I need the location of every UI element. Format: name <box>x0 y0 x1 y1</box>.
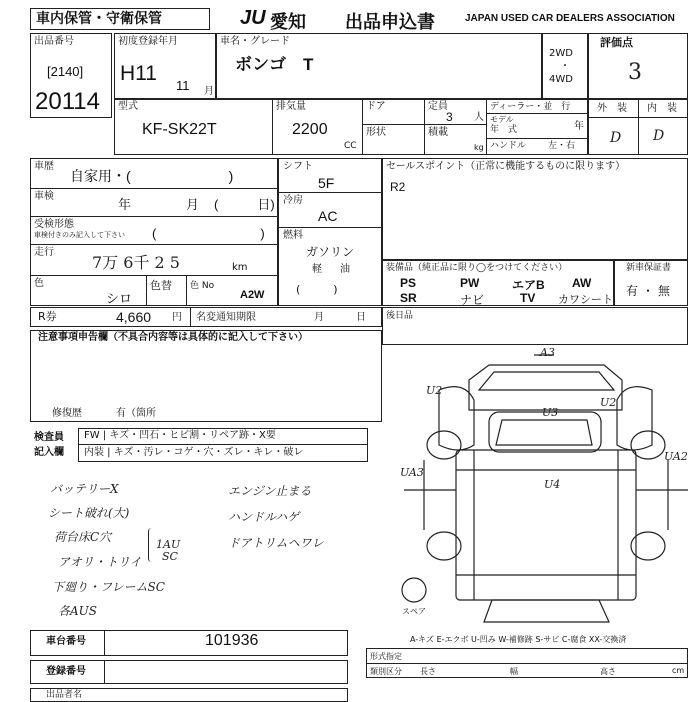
score-label: 評価点 <box>600 36 633 49</box>
fuel-label: 燃料 <box>283 230 303 241</box>
aftermarket-label: 後日品 <box>386 311 414 321</box>
type-value: KF-SK22T <box>142 121 217 138</box>
ju-logo: JU <box>240 7 266 29</box>
inspector-label: 検査員 <box>34 432 64 443</box>
note-battery: バッテリーX <box>50 482 119 496</box>
mark-ua2: UA2 <box>664 450 688 463</box>
lot-number: 20114 <box>35 88 100 115</box>
dims-shape-label: 形式指定 <box>370 652 402 661</box>
note-seat: シート破れ(大) <box>48 506 130 520</box>
drive-2wd: 2WD <box>549 48 573 59</box>
ext-label: 外 装 <box>597 103 627 114</box>
fuel-sub1: 軽 <box>312 264 322 275</box>
mileage-value: 7万 6千 2 5 <box>92 253 180 272</box>
displacement-unit: CC <box>344 141 357 151</box>
doors-label: ドア <box>366 101 386 112</box>
note-each: 各AUS <box>58 604 98 618</box>
lot-code: [2140] <box>47 64 84 79</box>
equip-ps: PS <box>400 276 417 290</box>
mark-u2-left: U2 <box>426 384 443 397</box>
note-engine: エンジン止まる <box>228 484 312 498</box>
inspector-fw-line: FW | キズ・凹石・ヒビ割・リペア跡・X要 <box>84 430 276 441</box>
warranty-dot: ・ <box>642 284 655 298</box>
accepted-label: 受検形態 <box>34 219 74 230</box>
sales-point-label: セールスポイント（正常に機能するものに限ります） <box>386 161 626 172</box>
drive-4wd: 4WD <box>549 74 573 85</box>
shape-label: 形状 <box>366 127 386 138</box>
model-year-unit: 年 <box>574 121 584 132</box>
truck-bed <box>456 450 636 600</box>
equip-sr: SR <box>400 291 417 305</box>
equip-aw: AW <box>572 276 592 290</box>
ac-value: AC <box>318 208 338 224</box>
accepted-sub: 車検付きのみ記入して下さい <box>34 231 125 239</box>
equip-tv: TV <box>520 291 536 305</box>
warranty-yes: 有 <box>626 284 639 298</box>
color-code-label: 色 No <box>190 281 215 291</box>
history-label: 車歴 <box>34 161 54 172</box>
displacement-label: 排気量 <box>276 101 306 112</box>
dims-height: 高さ <box>600 667 616 676</box>
score-value: 3 <box>628 60 642 85</box>
registration-month-unit: 月 <box>204 86 214 97</box>
mark-u3: U3 <box>542 406 559 419</box>
equip-leather: カワシート <box>558 294 613 306</box>
r-ticket-label: R券 <box>38 310 57 323</box>
note-bed-floor: 荷台床C穴 <box>54 530 112 544</box>
damage-legend: A-キズ E-エクボ U-凹み W-補修跡 S-サビ C-腐食 XX-交換済 <box>410 635 627 644</box>
spare-tire <box>402 578 426 602</box>
header-tag-text: 車内保管・守衛保管 <box>36 11 162 27</box>
color-label: 色 <box>34 278 44 289</box>
color-value: シロ <box>106 291 133 306</box>
int-label: 内 装 <box>647 103 677 114</box>
note-door-trim: ドアトリムヘワレ <box>228 536 324 550</box>
dims-width: 幅 <box>510 667 518 676</box>
notice-month: 月 <box>314 312 324 323</box>
note-handle: ハンドルハゲ <box>228 510 300 524</box>
equip-airbag: エアB <box>512 278 545 292</box>
fuel-paren: ( ) <box>296 283 338 296</box>
registration-year: H11 <box>120 62 157 85</box>
shift-label: シフト <box>283 161 313 172</box>
fuel-value: ガソリン <box>306 245 355 259</box>
note-1au: 1AU <box>156 538 181 551</box>
assoc-name-en: JAPAN USED CAR DEALERS ASSOCIATION <box>465 13 675 24</box>
shift-value: 5F <box>318 175 335 191</box>
capacity-label: 定員 <box>428 101 448 112</box>
registration-month: 11 <box>176 78 190 93</box>
ext-value: D <box>610 130 622 146</box>
history-value: 自家用・( ) <box>70 168 234 184</box>
wheel-fl <box>427 431 461 459</box>
aftermarket-box <box>382 307 688 345</box>
tailgate <box>484 600 609 622</box>
note-underbody: 下廻り・フレームSC <box>52 580 165 594</box>
lot-label: 出品番号 <box>34 36 74 47</box>
inspector-in-line: 内装 | キズ・汚レ・コゲ・穴・ズレ・キレ・破レ <box>84 447 304 458</box>
note-tailgate: アオリ・トリイ <box>58 555 142 569</box>
equip-pw: PW <box>460 276 480 290</box>
assoc-name-jp: 愛知 <box>270 12 306 32</box>
handle-options: 左・右 <box>548 141 576 151</box>
warranty-label: 新車保証書 <box>626 263 672 273</box>
inspection-label: 車検 <box>34 191 54 202</box>
inspector-label2: 記入欄 <box>34 447 64 458</box>
dims-cm: cm <box>672 666 685 675</box>
displacement-value: 2200 <box>292 121 328 138</box>
repair-value: 有（箇所 <box>116 408 156 419</box>
note-bracket <box>148 528 155 562</box>
wheel-fr <box>631 431 665 459</box>
r-ticket-unit: 円 <box>172 312 182 323</box>
notice-day: 日 <box>356 312 366 323</box>
equip-navi: ナビ <box>460 293 485 307</box>
mark-ua3: UA3 <box>400 466 424 479</box>
model-name: ボンゴ T <box>235 55 314 74</box>
chassis-label: 車台番号 <box>46 636 86 647</box>
model-label: 車名・グレード <box>220 36 290 47</box>
spare-label: スペア <box>402 607 426 616</box>
type-label: 型式 <box>118 101 138 112</box>
repair-label: 修復歴 <box>52 408 82 419</box>
color-code: A2W <box>240 289 265 301</box>
windshield-top <box>479 372 614 390</box>
reg-number-label: 登録番号 <box>46 666 86 677</box>
cab-window <box>496 420 592 445</box>
registration-label: 初度登録年月 <box>118 36 178 47</box>
footer-label: 出品者名 <box>46 690 83 700</box>
int-value: D <box>653 128 665 144</box>
mark-a3: A3 <box>540 346 555 359</box>
dealer-label: ディーラー・並 行 <box>490 102 571 112</box>
inspection-day: ( 日) <box>214 197 275 212</box>
model-year-model: モデル <box>490 115 514 124</box>
note-sc: SC <box>162 550 178 563</box>
capacity-unit: 人 <box>474 112 484 123</box>
handle-label: ハンドル <box>490 141 527 151</box>
capacity-value: 3 <box>446 110 453 124</box>
r-ticket-value: 4,660 <box>116 309 152 325</box>
notice-label: 名変通知期限 <box>196 312 256 323</box>
sales-point-box <box>382 158 688 260</box>
chassis-value: 101936 <box>205 632 259 649</box>
inspection-month: 月 <box>186 197 200 212</box>
load-label: 積載 <box>428 127 448 138</box>
model-year-label: 年 式 <box>490 125 518 135</box>
sales-point-value: R2 <box>390 180 406 194</box>
color-change-label: 色替 <box>150 279 172 292</box>
equipment-label: 装備品（純正品に限り◯をつけてください） <box>386 263 568 273</box>
dims-length: 長さ <box>420 667 436 676</box>
notes-label: 注意事項申告欄（不具合内容等は具体的に記入して下さい） <box>38 332 308 343</box>
inspection-year: 年 <box>118 197 132 212</box>
dims-shape2: 類別区分 <box>370 667 402 676</box>
warranty-no: 無 <box>658 284 671 298</box>
load-unit: kg <box>474 143 484 152</box>
mileage-label: 走行 <box>34 247 54 258</box>
ac-label: 冷房 <box>283 195 303 206</box>
accepted-value: ( ) <box>152 226 265 241</box>
form-title: 出品申込書 <box>345 12 435 32</box>
mark-u2-right: U2 <box>600 396 617 409</box>
mileage-unit: km <box>232 262 248 273</box>
mark-u4: U4 <box>544 478 561 491</box>
fuel-sub2: 油 <box>340 264 350 275</box>
drive-dot: ・ <box>560 61 570 72</box>
